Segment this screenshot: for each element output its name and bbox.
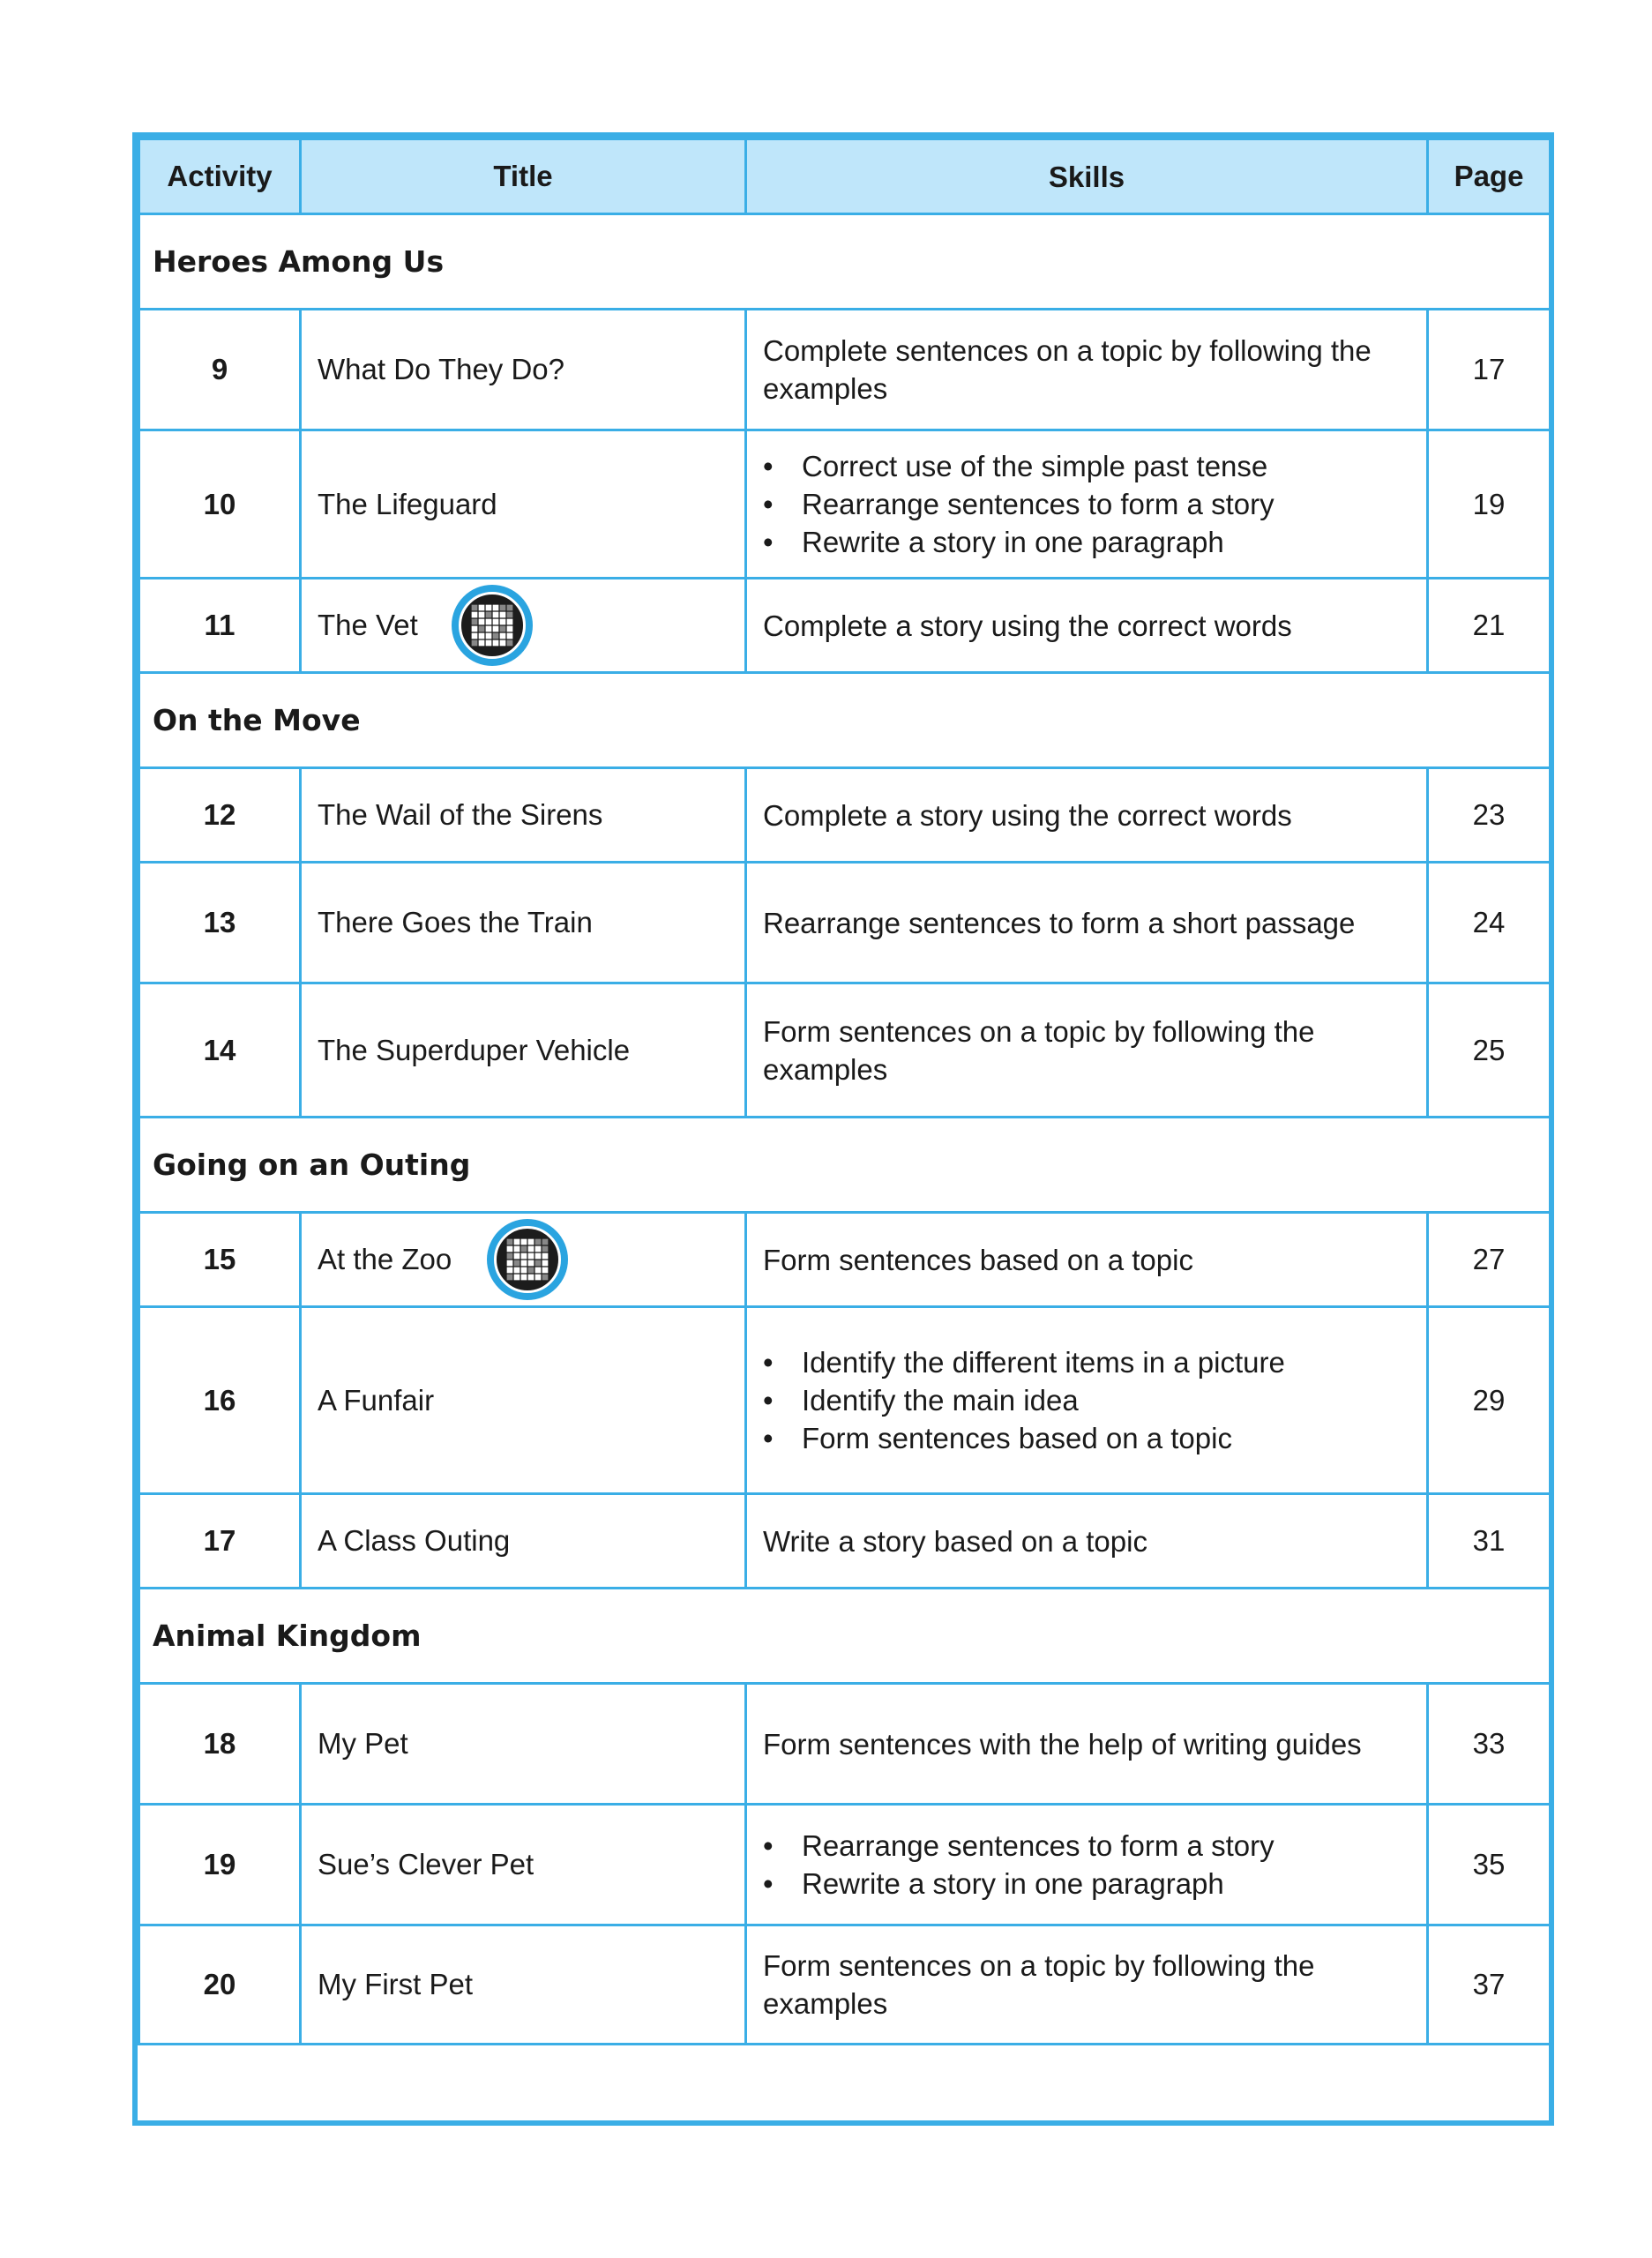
skills-cell: Complete a story using the correct words [746,768,1428,863]
page-number: 17 [1428,310,1551,430]
page-number: 25 [1428,983,1551,1118]
activity-title-cell [301,983,746,1118]
activity-title: The Wail of the Sirens [318,798,603,831]
skill-item: • Identify the main idea [763,1381,1417,1419]
skill-item: • Correct use of the simple past tense [763,447,1417,485]
page-number: 21 [1428,579,1551,673]
table-row [139,1925,1551,2045]
skills-cell: Form sentences on a topic by following the examples [746,983,1428,1118]
activity-title: Sue’s Clever Pet [318,1848,534,1880]
section-row [139,1589,1551,1684]
page-number: 31 [1428,1494,1551,1589]
table-row [139,768,1551,863]
activity-title: A Funfair [318,1383,435,1417]
activity-title-cell [301,1684,746,1805]
activity-title: At the Zoo [318,1243,452,1275]
activity-title: My First Pet [318,1968,474,2000]
header-row [139,139,1551,214]
activity-number: 11 [139,579,301,673]
section-heading: Going on an Outing [139,1118,1551,1213]
activity-title-cell [301,1213,746,1307]
table-body [139,214,1551,2045]
page-number: 35 [1428,1805,1551,1925]
skills-cell [746,430,1428,579]
skill-item: • Rearrange sentences to form a story [763,1827,1417,1865]
page-number: 24 [1428,863,1551,983]
activity-number: 10 [139,430,301,579]
activity-title-cell [301,768,746,863]
skills-list [763,447,1417,561]
skills-cell: Form sentences on a topic by following the examples [746,1925,1428,2045]
section-row [139,1118,1551,1213]
table-row [139,579,1551,673]
skills-cell: Complete a story using the correct words [746,579,1428,673]
activity-title: My Pet [318,1727,408,1760]
page-number: 19 [1428,430,1551,579]
crossword-icon [452,585,533,666]
activity-number: 17 [139,1494,301,1589]
table-row [139,430,1551,579]
activity-title: The Vet [318,609,418,641]
skills-cell: Write a story based on a topic [746,1494,1428,1589]
activity-number: 13 [139,863,301,983]
activity-title-cell [301,430,746,579]
activity-title: The Superduper Vehicle [318,1033,631,1066]
activity-number: 16 [139,1307,301,1494]
activity-number: 20 [139,1925,301,2045]
skill-item: • Identify the different items in a picture [763,1343,1417,1381]
activity-title-cell [301,1494,746,1589]
section-heading: Heroes Among Us [139,214,1551,310]
skill-item: • Rewrite a story in one paragraph [763,523,1417,561]
table-row [139,310,1551,430]
skills-cell: Form sentences based on a topic [746,1213,1428,1307]
page-number: 23 [1428,768,1551,863]
skill-item: • Form sentences based on a topic [763,1419,1417,1457]
skill-item: • Rearrange sentences to form a story [763,485,1417,523]
contents-table-frame [132,132,1554,2126]
table-row [139,1494,1551,1589]
skill-item: • Rewrite a story in one paragraph [763,1865,1417,1903]
activity-number: 14 [139,983,301,1118]
page-number: 37 [1428,1925,1551,2045]
activity-title-cell [301,1805,746,1925]
header-title: Title [301,139,746,214]
activity-number: 9 [139,310,301,430]
activity-title-cell [301,579,746,673]
activity-title: There Goes the Train [318,906,593,938]
section-heading: On the Move [139,673,1551,768]
activity-title: The Lifeguard [318,487,497,520]
skills-cell [746,1307,1428,1494]
activity-title: A Class Outing [318,1524,511,1557]
skills-list [763,1827,1417,1903]
activity-title-cell [301,310,746,430]
activity-number: 15 [139,1213,301,1307]
table-row [139,1213,1551,1307]
activity-title-cell [301,1925,746,2045]
header-skills: Skills [746,139,1428,214]
activity-title: What Do They Do? [318,353,565,385]
header-page: Page [1428,139,1551,214]
page-number: 27 [1428,1213,1551,1307]
table-row [139,1805,1551,1925]
skills-cell [746,1805,1428,1925]
crossword-icon [487,1219,568,1300]
header-activity: Activity [139,139,301,214]
table-row [139,1307,1551,1494]
activity-number: 18 [139,1684,301,1805]
activity-title-cell [301,1307,746,1494]
table-row [139,863,1551,983]
skills-cell: Complete sentences on a topic by following the examples [746,310,1428,430]
skills-cell: Rearrange sentences to form a short passage [746,863,1428,983]
skills-list [763,1343,1417,1457]
page-number: 33 [1428,1684,1551,1805]
activity-number: 19 [139,1805,301,1925]
activity-title-cell [301,863,746,983]
contents-table [138,138,1551,2045]
page-number: 29 [1428,1307,1551,1494]
section-heading: Animal Kingdom [139,1589,1551,1684]
table-row [139,983,1551,1118]
section-row [139,673,1551,768]
section-row [139,214,1551,310]
activity-number: 12 [139,768,301,863]
table-row [139,1684,1551,1805]
skills-cell: Form sentences with the help of writing guides [746,1684,1428,1805]
